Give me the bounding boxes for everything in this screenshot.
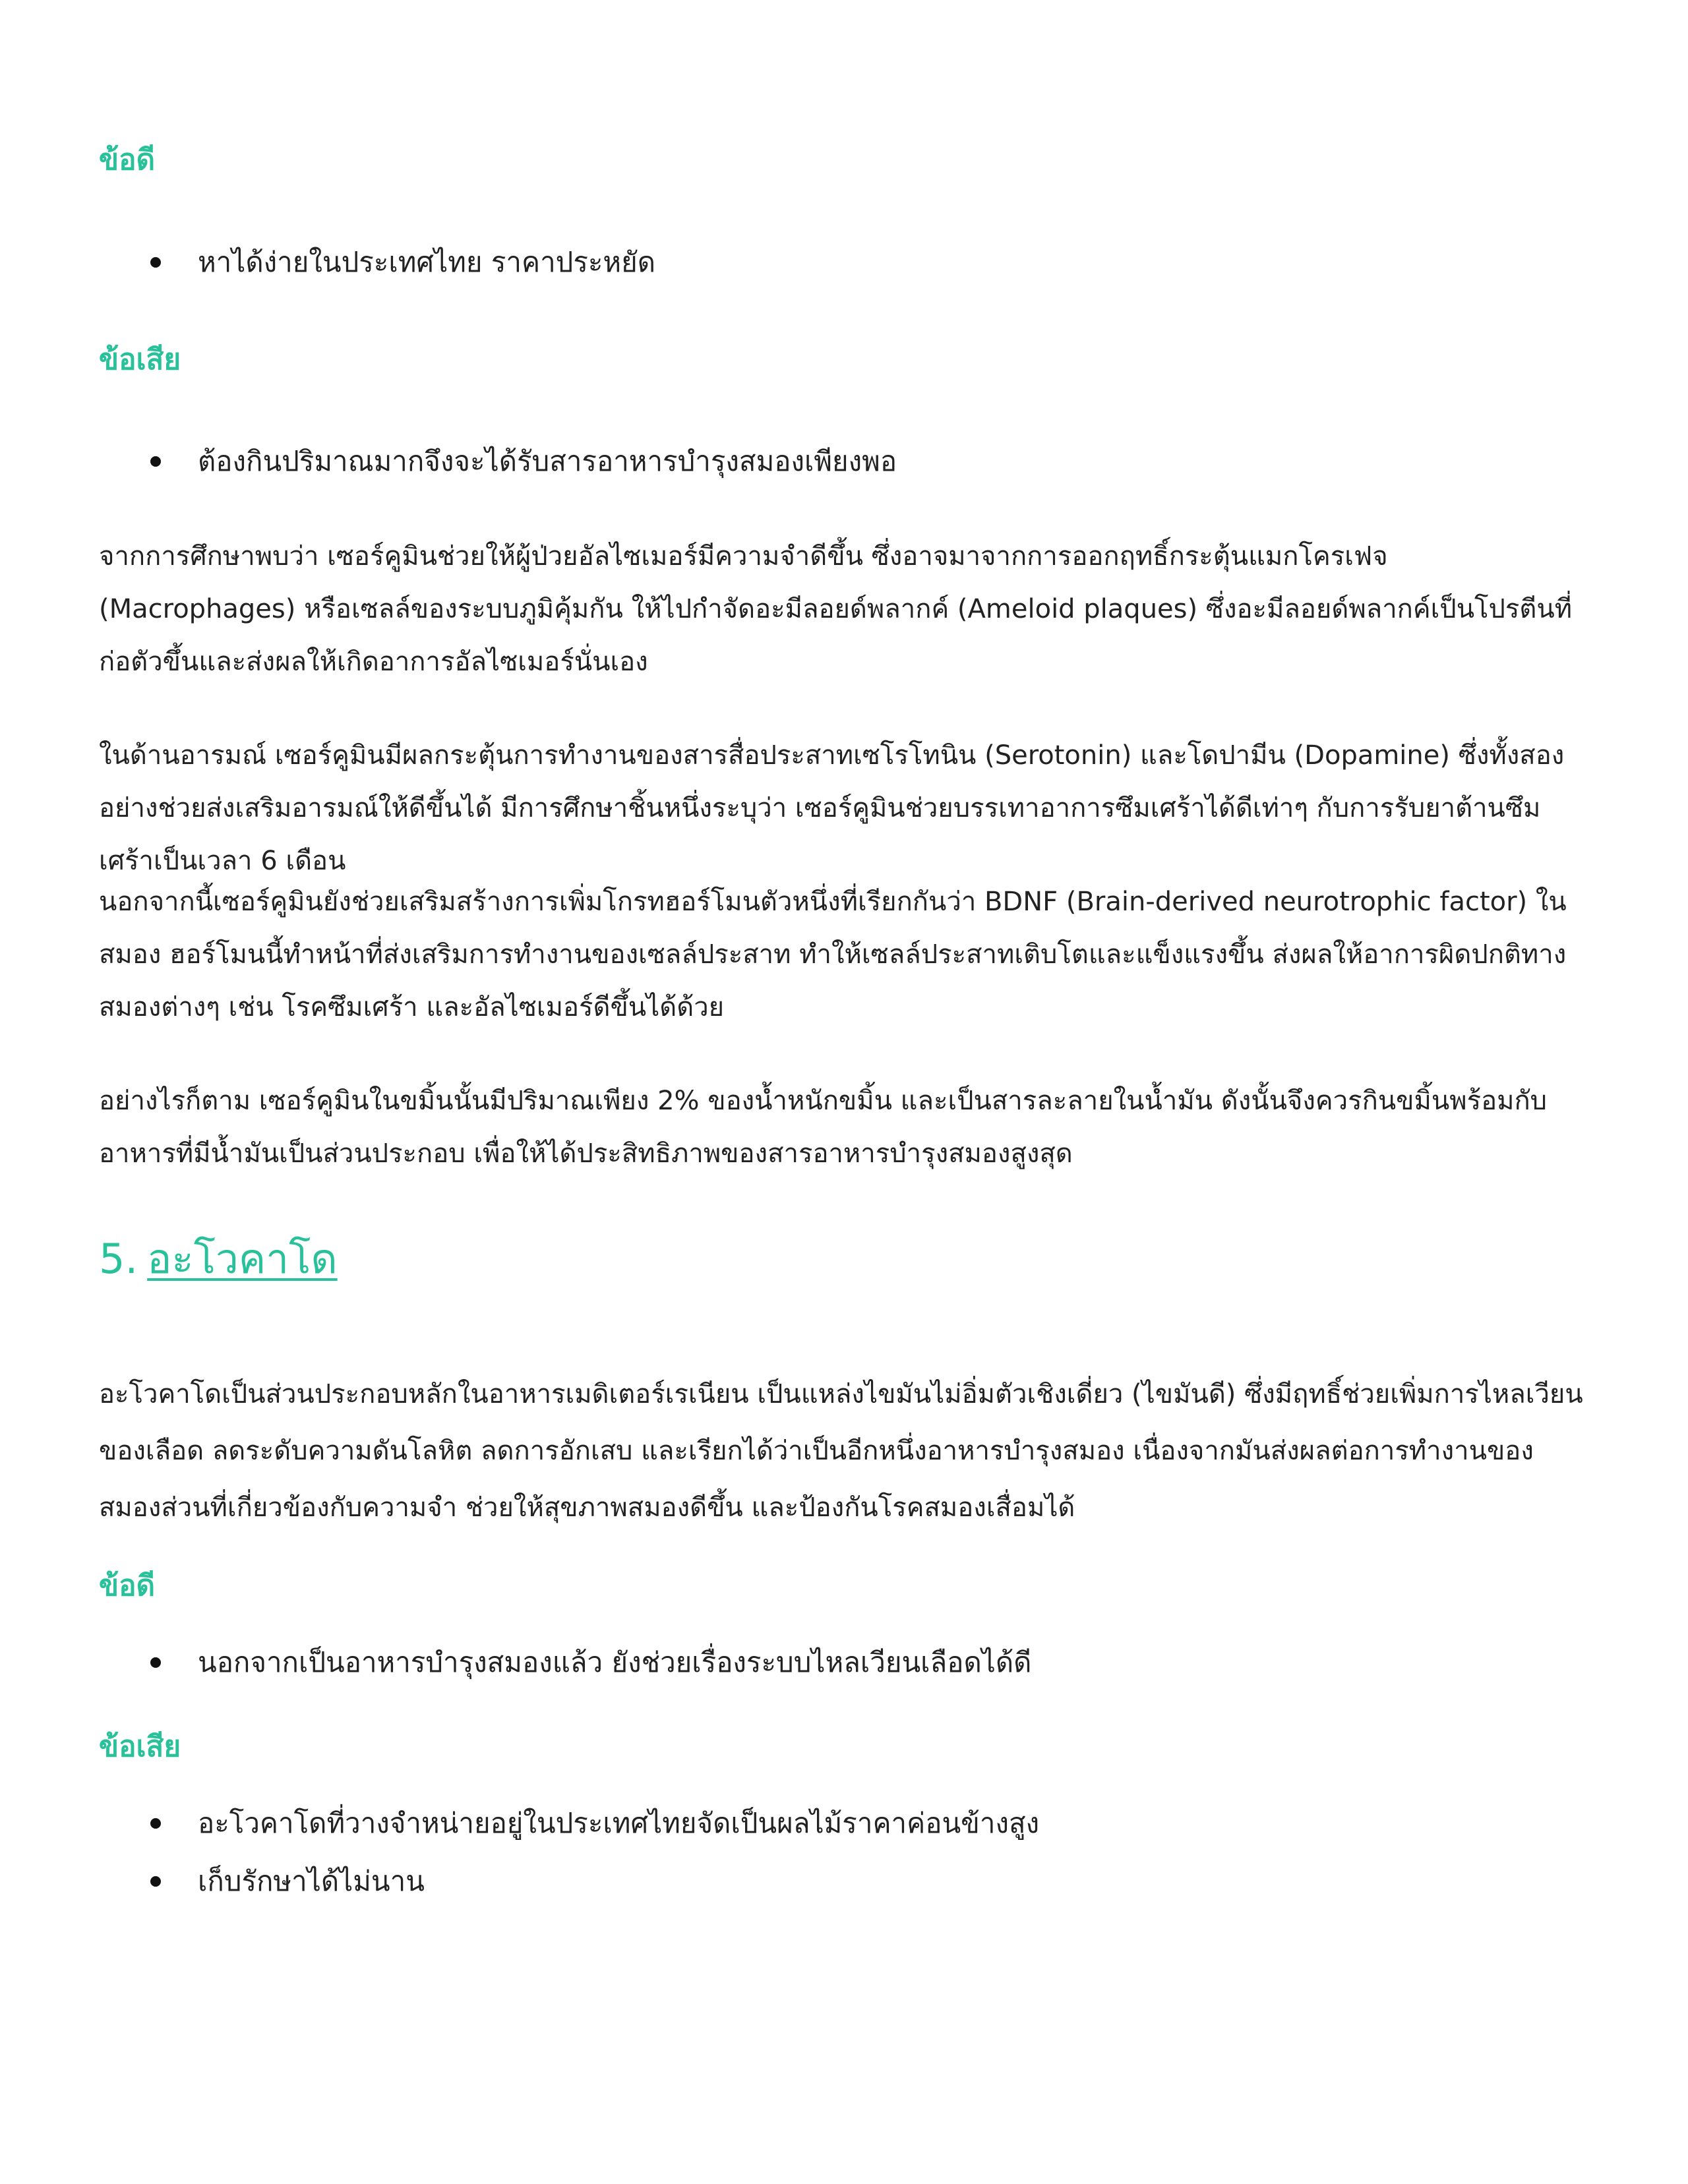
list-item: เก็บรักษาได้ไม่นาน xyxy=(99,1852,1039,1910)
section-number: 5. xyxy=(99,1235,138,1283)
paragraph: อะโวคาโดเป็นส่วนประกอบหลักในอาหารเมดิเตอร์เรเนียน เป็นแหล่งไขมันไม่อิ่มตัวเชิงเดี่ยว (ไขมันดี) ซึ่งมีฤทธิ์ช่วยเพิ่มการไหลเวียนของเลือด ลดระดับความดันโลหิต ลดการอักเสบ และเรียกได้ว่าเป็นอีกหนึ่งอาหารบำรุงสมอง เนื่องจากมันส่งผลต่อการทำงานของสมองส่วนที่เกี่ยวข้องกับความจำ ช่วยให้สุขภาพสมองดีขึ้น และป้องกันโรคสมองเสื่อมได้ xyxy=(99,1379,1583,1523)
pros-heading: ข้อดี xyxy=(99,1569,156,1603)
pros-list xyxy=(99,1634,1031,1692)
section-heading xyxy=(99,1233,338,1285)
section-title-link[interactable]: อะโวคาโด xyxy=(147,1235,338,1283)
paragraph: นอกจากนี้เซอร์คูมินยังช่วยเสริมสร้างการเพิ่มโกรทฮอร์โมนตัวหนึ่งที่เรียกกันว่า BDNF (Brain-derived neurotrophic factor) ในสมอง ฮอร์โมนนี้ทำหน้าที่ส่งเสริมการทำงานของเซลล์ประสาท ทำให้เซลล์ประสาทเติบโตและแข็งแรงขึ้น ส่งผลให้อาการผิดปกติทางสมองต่างๆ เช่น โรคซึมเศร้า และอัลไซเมอร์ดีขึ้นได้ด้วย xyxy=(99,887,1567,1022)
list-item: หาได้ง่ายในประเทศไทย ราคาประหยัด xyxy=(99,233,655,291)
pros-list xyxy=(99,233,655,291)
paragraph: อย่างไรก็ตาม เซอร์คูมินในขมิ้นนั้นมีปริมาณเพียง 2% ของน้ำหนักขมิ้น และเป็นสารละลายในน้ำมัน ดังนั้นจึงควรกินขมิ้นพร้อมกับอาหารที่มีน้ำมันเป็นส่วนประกอบ เพื่อให้ได้ประสิทธิภาพของสารอาหารบำรุงสมองสูงสุด xyxy=(99,1086,1548,1169)
cons-heading: ข้อเสีย xyxy=(99,343,181,376)
bullet-icon xyxy=(150,1657,161,1668)
list-item: อะโวคาโดที่วางจำหน่ายอยู่ในประเทศไทยจัดเป็นผลไม้ราคาค่อนข้างสูง xyxy=(99,1794,1039,1852)
list-item: นอกจากเป็นอาหารบำรุงสมองแล้ว ยังช่วยเรื่องระบบไหลเวียนเลือดได้ดี xyxy=(99,1634,1031,1692)
bullet-icon xyxy=(150,1876,161,1887)
bullet-icon xyxy=(150,1818,161,1829)
cons-list xyxy=(99,432,897,490)
paragraph: ในด้านอารมณ์ เซอร์คูมินมีผลกระตุ้นการทำงานของสารสื่อประสาทเซโรโทนิน (Serotonin) และโดปามีน (Dopamine) ซึ่งทั้งสองอย่างช่วยส่งเสริมอารมณ์ให้ดีขึ้นได้ มีการศึกษาชิ้นหนึ่งระบุว่า เซอร์คูมินช่วยบรรเทาอาการซึมเศร้าได้ดีเท่าๆ กับการรับยาต้านซึมเศร้าเป็นเวลา 6 เดือน xyxy=(99,740,1565,876)
cons-heading: ข้อเสีย xyxy=(99,1730,181,1763)
bullet-icon xyxy=(150,257,161,268)
bullet-icon xyxy=(150,456,161,467)
cons-list xyxy=(99,1794,1039,1910)
pros-heading: ข้อดี xyxy=(99,143,156,177)
list-item: ต้องกินปริมาณมากจึงจะได้รับสารอาหารบำรุงสมองเพียงพอ xyxy=(99,432,897,490)
paragraph: จากการศึกษาพบว่า เซอร์คูมินช่วยให้ผู้ป่วยอัลไซเมอร์มีความจำดีขึ้น ซึ่งอาจมาจากการออกฤทธิ์กระตุ้นแมกโครเฟจ (Macrophages) หรือเซลล์ของระบบภูมิคุ้มกัน ให้ไปกำจัดอะมีลอยด์พลากค์ (Ameloid plaques) ซึ่งอะมีลอยด์พลากค์เป็นโปรตีนที่ก่อตัวขึ้นและส่งผลให้เกิดอาการอัลไซเมอร์นั่นเอง xyxy=(99,541,1573,677)
